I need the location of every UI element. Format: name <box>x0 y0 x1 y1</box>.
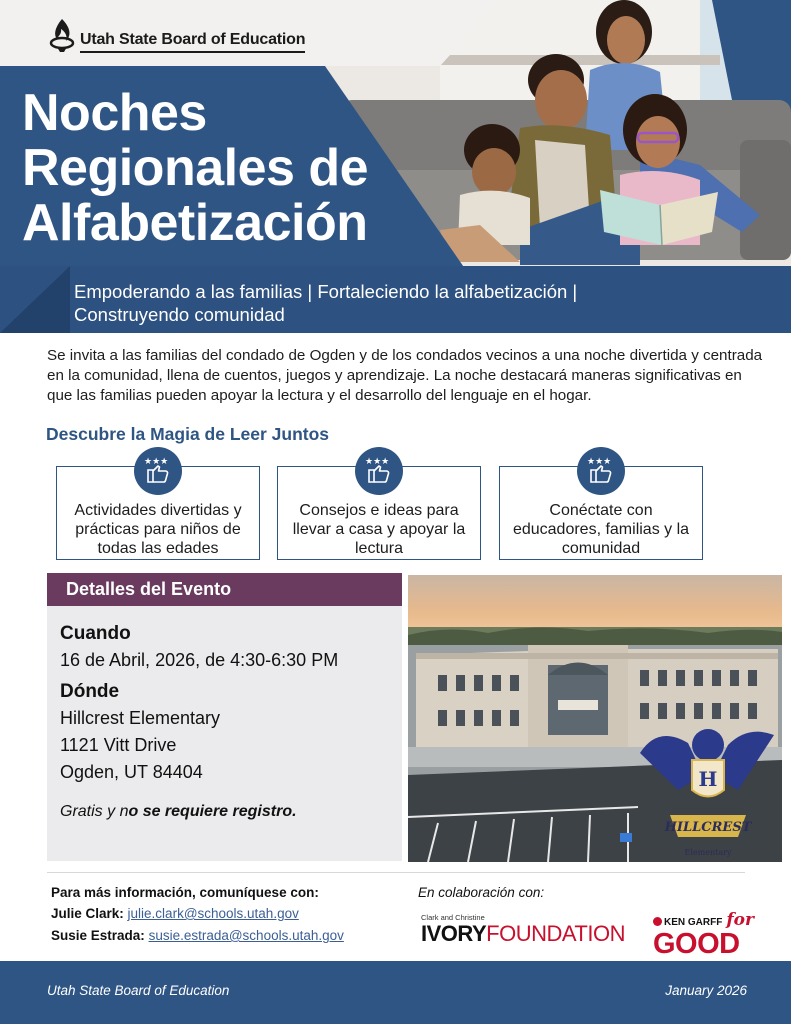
divider <box>47 872 745 873</box>
feature-text: Conéctate con educadores, familias y la comunidad <box>512 502 690 557</box>
title-line-1: Noches <box>22 84 207 142</box>
header <box>0 0 791 333</box>
title-line-2: Regionales de <box>22 139 369 197</box>
when-label: Cuando <box>60 623 131 644</box>
where-school: Hillcrest Elementary <box>60 708 221 728</box>
feature-card-connect <box>499 457 703 560</box>
feature-text: Consejos e ideas para llevar a casa y apoyar la lectura <box>292 502 466 557</box>
contact-susie <box>51 928 344 943</box>
org-name: Utah State Board of Education <box>80 31 305 53</box>
footer <box>0 961 791 1024</box>
ivory-foundation-logo: Clark and Christine IVORYFOUNDATION <box>421 913 625 946</box>
mascot-sub: Elementary <box>684 848 732 857</box>
contact-heading: Para más información, comuníquese con: <box>51 885 319 900</box>
page-title <box>22 86 368 251</box>
event-details-heading: Detalles del Evento <box>47 573 402 606</box>
tagline: Empoderando a las familias | Fortaleciendo la alfabetización | Construyendo comunidad <box>74 281 578 325</box>
registration-note: Gratis y no se requiere registro. <box>60 803 297 820</box>
thumbs-up-stars-icon <box>577 447 625 495</box>
contact-name: Julie Clark: <box>51 906 124 921</box>
school-photo <box>408 575 782 862</box>
email-link[interactable]: julie.clark@schools.utah.gov <box>127 906 299 921</box>
thumbs-up-stars-icon <box>355 447 403 495</box>
torch-flame-icon <box>48 17 76 53</box>
feature-card-activities <box>56 457 260 560</box>
feature-card-tips <box>277 457 481 560</box>
email-link[interactable]: susie.estrada@schools.utah.gov <box>148 928 344 943</box>
contact-name: Susie Estrada: <box>51 928 145 943</box>
where-city: Ogden, UT 84404 <box>60 762 203 782</box>
features-heading: Descubre la Magia de Leer Juntos <box>46 424 330 444</box>
thumbs-up-stars-icon <box>134 447 182 495</box>
where-label: Dónde <box>60 681 120 702</box>
footer-date: January 2026 <box>665 983 747 998</box>
when-value: 16 de Abril, 2026, de 4:30-6:30 PM <box>60 650 339 670</box>
ken-garff-dot-icon <box>653 917 662 926</box>
svg-text:★★★: ★★★ <box>365 457 390 467</box>
svg-text:★★★: ★★★ <box>144 457 169 467</box>
mascot-name: HILLCREST <box>664 820 752 835</box>
title-line-3: Alfabetización <box>22 194 368 252</box>
svg-text:★★★: ★★★ <box>587 457 612 467</box>
where-street: 1121 Vitt Drive <box>60 735 177 755</box>
usbe-logo <box>48 17 305 53</box>
contact-julie <box>51 906 299 921</box>
event-details-panel <box>47 573 402 861</box>
mascot-letter: H <box>698 767 718 791</box>
footer-org: Utah State Board of Education <box>47 983 230 998</box>
ken-garff-for-good-logo: KEN GARFF for GOOD <box>653 910 754 960</box>
partners-label: En colaboración con: <box>418 885 545 900</box>
intro-paragraph: Se invita a las familias del condado de Ogden y de los condados vecinos a una noche divertida y centrada en la comunidad, llena de cuentos, juegos y aprendizaje. La noche destacará maneras significativas en que las familias pueden apoyar la lectura y el desarrollo del lenguaje en el hogar. <box>47 347 763 404</box>
feature-text: Actividades divertidas y prácticas para niños de todas las edades <box>74 502 242 557</box>
